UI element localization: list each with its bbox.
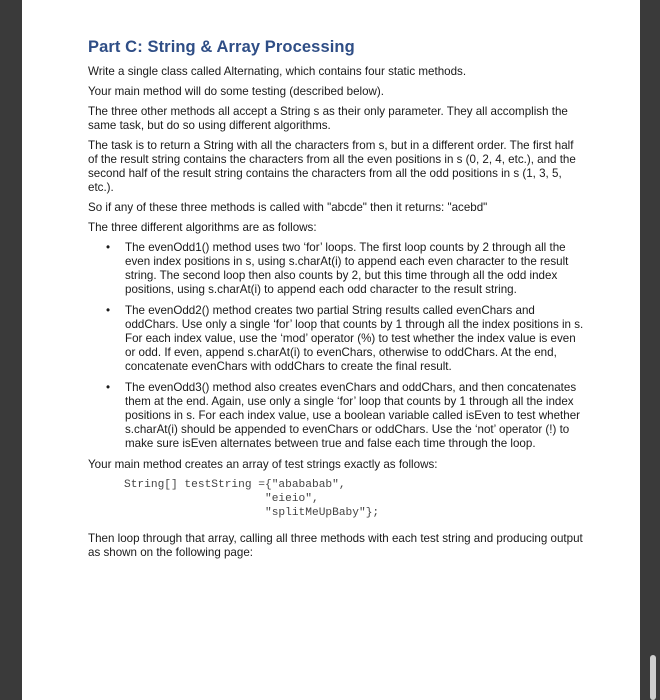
scrollbar-thumb[interactable] [650,655,656,700]
list-item-text: The evenOdd1() method uses two ‘for’ loops. The first loop counts by 2 through all the even index positions in s, using s.charAt(i) to append each even character to the result string. The second loop then also counts by 2, but this time through all the odd index positions, using s.charAt(i) to append each odd character to the result string. [125,241,569,296]
list-item-evenodd1 [88,241,584,297]
list-item-evenodd3 [88,381,584,451]
paragraph-main-intro: Your main method creates an array of test strings exactly as follows: [88,458,438,471]
algorithm-list [88,241,584,451]
code-line: "splitMeUpBaby"}; [124,507,380,519]
list-item-text: The evenOdd3() method also creates evenChars and oddChars, and then concatenates them at the end. Again, use only a single ‘for’ loop that counts by 1 through all the index positions in s. For each index value, use a boolean variable called isEven to test whether s.charAt(i) should be appended to evenChars or oddChars. Use the ‘not’ operator (!) to make sure isEven alternates between true and false each time through the loop. [125,381,580,450]
list-item-text: The evenOdd2() method creates two partial String results called evenChars and oddChars. Use only a single ‘for’ loop that counts by 1 through all the index positions in s. For each index value, use the ‘mod’ operator (%) to test whether the index value is even or odd. If even, append s.charAt(i) to evenChars, otherwise to oddChars. At the end, concatenate evenChars with oddChars to create the final result. [125,304,584,373]
paragraph-class-description: Write a single class called Alternating, which contains four static methods. [88,65,467,78]
section-heading: Part C: String & Array Processing [88,38,355,56]
bullet-icon: • [106,241,111,254]
paragraph-algorithms-intro: The three different algorithms are as follows: [88,221,317,234]
paragraph-three-methods: The three other methods all accept a String s as their only parameter. They all accomplish the same task, but do so using different algorithms. [88,105,568,132]
bullet-icon: • [106,381,111,394]
paragraph-example: So if any of these three methods is called with "abcde" then it returns: "acebd" [88,201,488,214]
list-item-evenodd2 [88,304,584,374]
paragraph-closing: Then loop through that array, calling all three methods with each test string and producing output as shown on the following page: [88,532,583,559]
paragraph-task: The task is to return a String with all the characters from s, but in a different order. The first half of the result string contains the characters from all the even positions in s (0, 2, 4, etc.), and the second half of the result string contains the characters from all the odd positions in s (1, 3, 5, etc.). [88,139,576,194]
code-line: "eieio", [124,493,319,505]
bullet-icon: • [106,304,111,317]
document-page [22,0,640,700]
code-block [124,478,584,520]
paragraph-main-method: Your main method will do some testing (described below). [88,85,385,98]
scrollbar-track[interactable] [648,0,656,700]
code-line: String[] testString ={"abababab", [124,479,346,491]
